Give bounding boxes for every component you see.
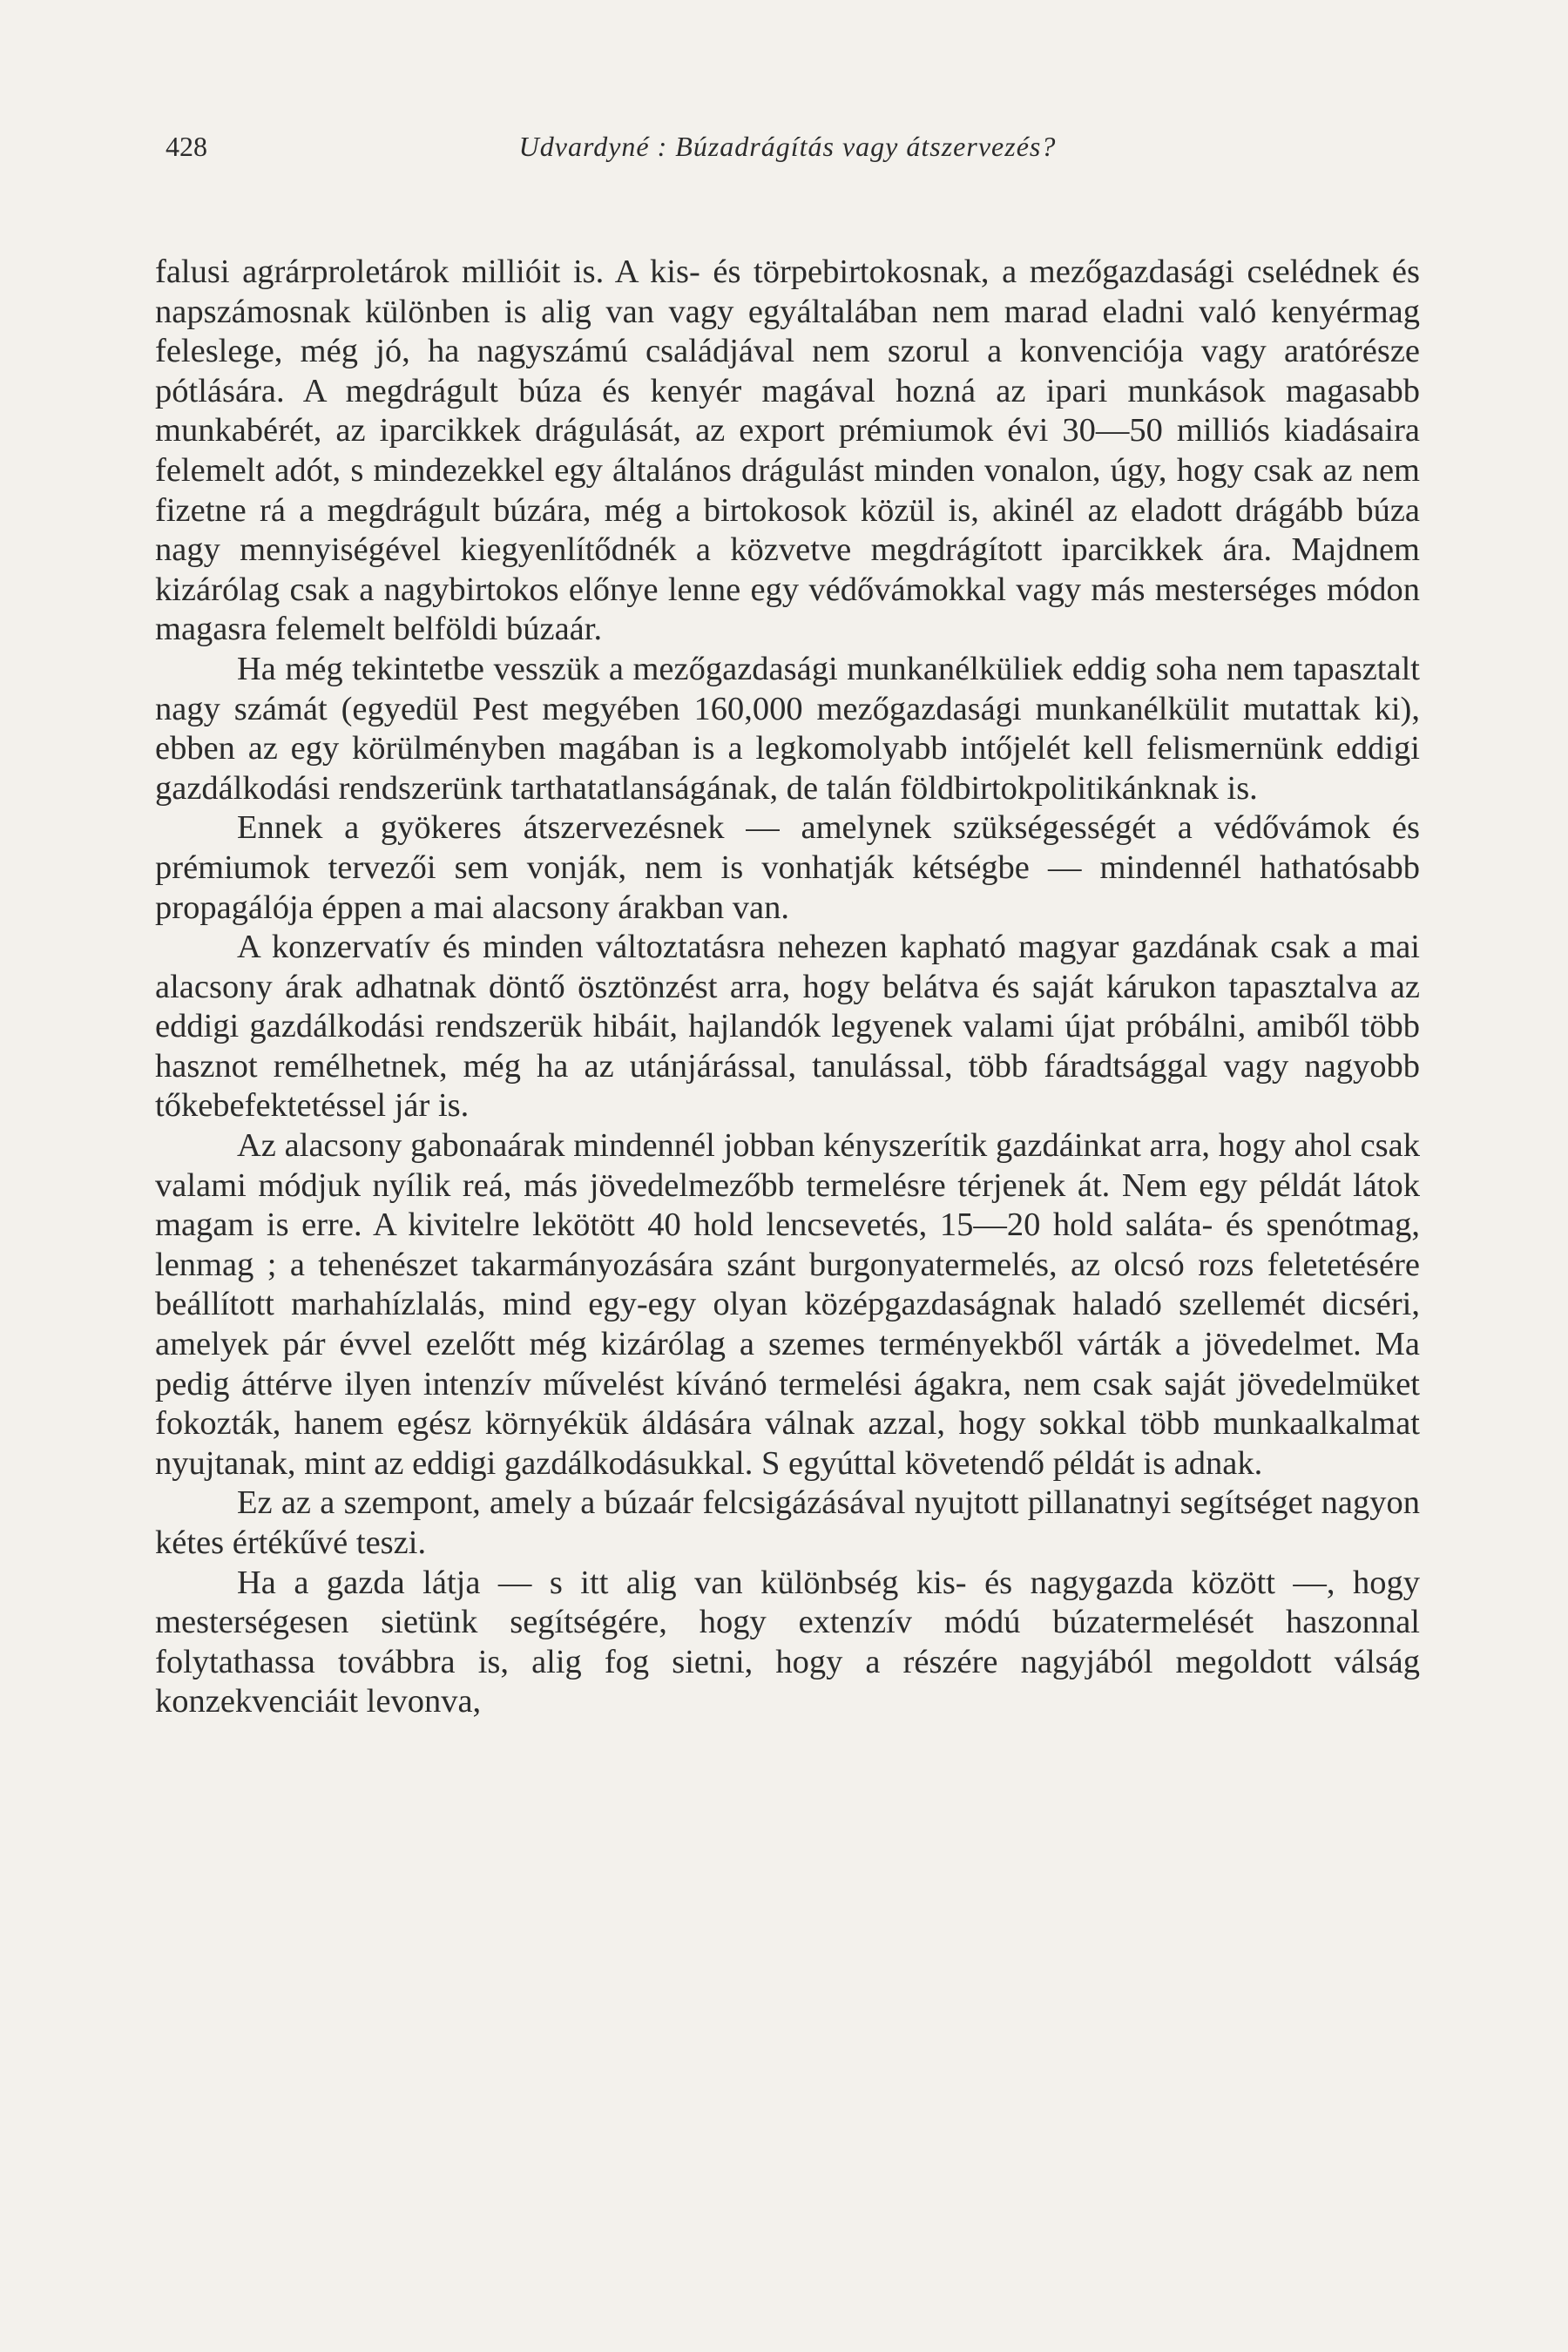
paragraph: Az alacsony gabonaárak mindennél jobban kényszerítik gazdáinkat arra, hogy ahol csak valami módjuk nyílik reá, más jövedelmezőbb termelésre térjenek át. Nem egy példát látok magam is erre. A kivitelre lekötött 40 hold lencsevetés, 15—20 hold saláta- és spenótmag, lenmag ; a tehenészet takarmányozására szánt burgonyatermelés, az olcsó rozs feletetésére beállított marhahízlalás, mind egy-egy olyan középgazdaságnak haladó szellemét dicséri, amelyek pár évvel ezelőtt még kizárólag a szemes terményekből várták a jövedelmet. Ma pedig áttérve ilyen intenzív művelést kívánó termelési ágakra, nem csak saját jövedelmüket fokozták, hanem egész környékük áldására válnak azzal, hogy sokkal több munkaalkalmat nyujtanak, mint az eddigi gazdálkodásukkal. S egyúttal követendő példát is adnak. — [155, 1127, 1420, 1482]
running-header — [155, 131, 1420, 174]
paragraph: Ha a gazda látja — s itt alig van különbség kis- és nagygazda között —, hogy mesterségesen sietünk segítségére, hogy extenzív módú búzatermelését haszonnal folytathassa továbbra is, alig fog sietni, hogy a részére nagyjából megoldott válság konzekvenciáit levonva, — [155, 1564, 1420, 1720]
paragraph: Ez az a szempont, amely a búzaár felcsigázásával nyujtott pillanatnyi segítséget nagyon kétes értékűvé teszi. — [155, 1484, 1420, 1561]
paragraph: Ha még tekintetbe vesszük a mezőgazdasági munkanélküliek eddig soha nem tapasztalt nagy számát (egyedül Pest megyében 160,000 mezőgazdasági munkanélkülit mutattak ki), ebben az egy körülményben magában is a legkomolyabb intőjelét kell felismernünk eddigi gazdálkodási rendszerünk tarthatatlanságának, de talán földbirtokpolitikánknak is. — [155, 650, 1420, 807]
paragraph: Ennek a gyökeres átszervezésnek — amelynek szükségességét a védővámok és prémiumok tervezői sem vonják, nem is vonhatják kétségbe — mindennél hathatósabb propagálója éppen a mai alacsony árakban van. — [155, 809, 1420, 926]
page-number: 428 — [166, 131, 207, 162]
body-text — [155, 253, 1420, 1722]
paragraph: falusi agrárproletárok millióit is. A kis- és törpebirtokosnak, a mezőgazdasági cselédnek és napszámosnak különben is alig van vagy egyáltalában nem marad eladni való kenyérmag feleslege, még jó, ha nagyszámú családjával nem szorul a konvenciója vagy aratórésze pótlására. A megdrágult búza és kenyér magával hozná az ipari munkások magasabb munkabérét, az iparcikkek drágulását, az export prémiumok évi 30—50 milliós kiadásaira felemelt adót, s mindezekkel egy általános drágulást minden vonalon, úgy, hogy csak az nem fizetne rá a megdrágult búzára, még a birtokosok közül is, akinél az eladott drágább búza nagy mennyiségével kiegyenlítődnék a közvetve megdrágított iparcikkek ára. Majdnem kizárólag csak a nagybirtokos előnye lenne egy védővámokkal vagy más mesterséges módon magasra felemelt belföldi búzaár. — [155, 253, 1420, 648]
paragraph: A konzervatív és minden változtatásra nehezen kapható magyar gazdának csak a mai alacsony árak adhatnak döntő ösztönzést arra, hogy belátva és saját kárukon tapasztalva az eddigi gazdálkodási rendszerük hibáit, hajlandók legyenek valami újat próbálni, amiből több hasznot remélhetnek, még ha az utánjárással, tanulással, több fáradtsággal vagy nagyobb tőkebefektetéssel jár is. — [155, 929, 1420, 1125]
running-title: Udvardyné : Búzadrágítás vagy átszervezés? — [518, 131, 1057, 162]
